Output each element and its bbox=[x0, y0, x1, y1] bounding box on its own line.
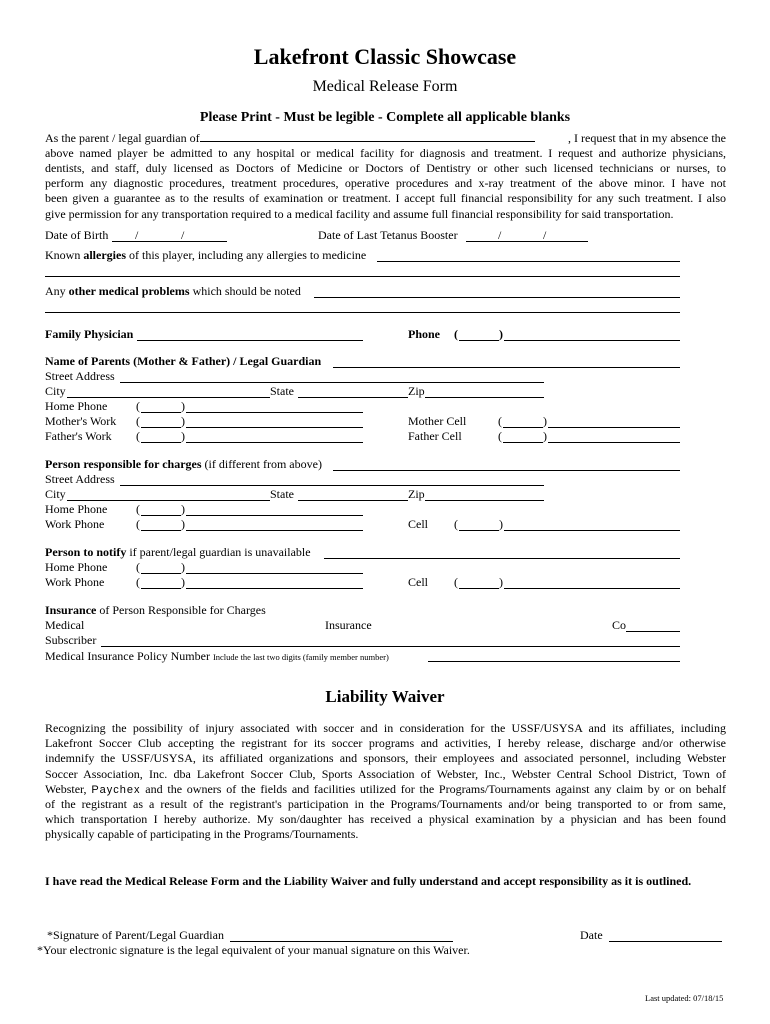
parents-state-field[interactable] bbox=[298, 397, 408, 398]
paren-close: ) bbox=[181, 429, 185, 443]
charges-state-field[interactable] bbox=[298, 500, 408, 501]
insurance-label: Insurance bbox=[325, 618, 372, 632]
physician-phone-open: ( bbox=[454, 327, 458, 341]
paren-close: ) bbox=[181, 414, 185, 428]
parents-home-area-field[interactable] bbox=[141, 412, 181, 413]
paren-close: ) bbox=[181, 502, 185, 516]
insurance-heading: Insurance of Person Responsible for Charges bbox=[45, 603, 266, 617]
paren-close: ) bbox=[499, 575, 503, 589]
allergies-label: Known allergies of this player, including any allergies to medicine bbox=[45, 248, 367, 262]
notify-work-area-field[interactable] bbox=[141, 588, 181, 589]
player-name-field[interactable] bbox=[200, 141, 535, 142]
waiver-line-7: which transportation I hereby authorize. My son/daughter has received a physical examination by a physician and has been found bbox=[45, 812, 726, 826]
notify-home-area-field[interactable] bbox=[141, 573, 181, 574]
charges-city-label: City bbox=[45, 487, 66, 501]
other-problems-field-2[interactable] bbox=[45, 312, 680, 313]
parents-zip-field[interactable] bbox=[425, 397, 544, 398]
waiver-line-2: Lakefront Soccer Club accepting the registrant for its soccer programs and activities, I hereby release, discharge and/or otherwise bbox=[45, 736, 726, 750]
notify-cell-area-field[interactable] bbox=[459, 588, 499, 589]
charges-street-field[interactable] bbox=[120, 485, 544, 486]
consent-intro: As the parent / legal guardian of bbox=[45, 131, 200, 145]
charges-state-label: State bbox=[270, 487, 294, 501]
mother-cell-label: Mother Cell bbox=[408, 414, 467, 428]
fathers-work-area-field[interactable] bbox=[141, 442, 181, 443]
mother-cell-field[interactable] bbox=[548, 427, 680, 428]
paren-close: ) bbox=[181, 560, 185, 574]
physician-phone-area-field[interactable] bbox=[459, 340, 499, 341]
insurance-medical-label: Medical bbox=[45, 618, 85, 632]
physician-phone-field[interactable] bbox=[504, 340, 680, 341]
waiver-line-5: Webster, Paychex and the owners of the fields and facilities utilized for the Programs/Tournaments against any claim by or on behalf bbox=[45, 782, 726, 796]
policy-number-label: Medical Insurance Policy Number Include the last two digits (family member number) bbox=[45, 649, 389, 663]
paren-open: ( bbox=[136, 502, 140, 516]
charges-name-field[interactable] bbox=[333, 470, 680, 471]
father-cell-area-field[interactable] bbox=[503, 442, 543, 443]
consent-line-4: perform any diagnostic procedures, treatment procedures, operative procedures and x-ray treatment of the above minor. I have not bbox=[45, 176, 726, 190]
allergies-field-1[interactable] bbox=[377, 261, 680, 262]
consent-line-5: been given a guarantee as to the results of examination or treatment. I accept full financial responsibility for any such treatment. I also bbox=[45, 191, 726, 205]
other-problems-field-1[interactable] bbox=[314, 297, 680, 298]
physician-phone-label: Phone bbox=[408, 327, 441, 341]
charges-work-phone-field[interactable] bbox=[186, 530, 363, 531]
father-cell-label: Father Cell bbox=[408, 429, 462, 443]
signature-date-field[interactable] bbox=[609, 941, 722, 942]
consent-line-3: dentists, and staff, duly licensed as Doctors of Medicine or Doctors of Dentistry or other such licensed technicians or nurses, to bbox=[45, 161, 726, 175]
policy-number-field[interactable] bbox=[428, 661, 680, 662]
signature-field[interactable] bbox=[230, 941, 453, 942]
signature-label: *Signature of Parent/Legal Guardian bbox=[47, 928, 224, 942]
signature-date-label: Date bbox=[580, 928, 603, 942]
page-title: Lakefront Classic Showcase bbox=[253, 44, 517, 69]
charges-street-label: Street Address bbox=[45, 472, 115, 486]
paren-close: ) bbox=[181, 399, 185, 413]
policy-number-note: Include the last two digits (family member number) bbox=[212, 652, 389, 662]
dob-slash-1: / bbox=[135, 228, 139, 242]
notify-home-phone-field[interactable] bbox=[186, 573, 363, 574]
parents-home-phone-label: Home Phone bbox=[45, 399, 108, 413]
notify-work-phone-field[interactable] bbox=[186, 588, 363, 589]
waiver-line-1: Recognizing the possibility of injury associated with soccer and in consideration for the USSF/USYSA and its affiliates, including bbox=[45, 721, 726, 735]
family-physician-field[interactable] bbox=[137, 340, 363, 341]
paren-open: ( bbox=[136, 429, 140, 443]
allergies-field-2[interactable] bbox=[45, 276, 680, 277]
parents-zip-label: Zip bbox=[408, 384, 425, 398]
charges-home-phone-field[interactable] bbox=[186, 515, 363, 516]
fathers-work-label: Father's Work bbox=[45, 429, 112, 443]
paren-close: ) bbox=[543, 414, 547, 428]
father-cell-field[interactable] bbox=[548, 442, 680, 443]
mothers-work-area-field[interactable] bbox=[141, 427, 181, 428]
family-physician-label: Family Physician bbox=[45, 327, 134, 341]
acknowledgement-statement: I have read the Medical Release Form and the Liability Waiver and fully understand and accept responsibility as it is outlined. bbox=[45, 874, 692, 888]
waiver-title: Liability Waiver bbox=[325, 687, 445, 706]
parents-street-field[interactable] bbox=[120, 382, 544, 383]
mothers-work-label: Mother's Work bbox=[45, 414, 117, 428]
dob-slash-2: / bbox=[181, 228, 185, 242]
charges-city-field[interactable] bbox=[67, 500, 270, 501]
parents-street-label: Street Address bbox=[45, 369, 115, 383]
electronic-signature-note: *Your electronic signature is the legal equivalent of your manual signature on this Waiver. bbox=[37, 943, 470, 957]
insurance-co-field[interactable] bbox=[626, 631, 680, 632]
notify-home-phone-label: Home Phone bbox=[45, 560, 108, 574]
last-updated: Last updated: 07/18/15 bbox=[645, 993, 724, 1003]
parents-heading: Name of Parents (Mother & Father) / Legal Guardian bbox=[45, 354, 322, 368]
paren-open: ( bbox=[136, 575, 140, 589]
dob-field[interactable] bbox=[112, 241, 227, 242]
paren-close: ) bbox=[181, 575, 185, 589]
form-instruction: Please Print - Must be legible - Complete all applicable blanks bbox=[199, 110, 571, 125]
parents-city-field[interactable] bbox=[67, 397, 270, 398]
dob-label: Date of Birth bbox=[45, 228, 109, 242]
charges-home-phone-label: Home Phone bbox=[45, 502, 108, 516]
paren-open: ( bbox=[498, 414, 502, 428]
physician-phone-close: ) bbox=[499, 327, 503, 341]
waiver-line-4: Soccer Association, Inc. dba Lakefront Soccer Club, Sports Association of Webster, Inc., Webster Central School District, Town of bbox=[45, 767, 726, 781]
paren-open: ( bbox=[136, 399, 140, 413]
paren-open: ( bbox=[454, 517, 458, 531]
consent-line-1 bbox=[45, 131, 726, 146]
waiver-line-3: indemnify the USSF/USYSA, its affiliated organizations and sponsors, their employees and associated personnel, including Webster bbox=[45, 751, 726, 765]
tetanus-label: Date of Last Tetanus Booster bbox=[318, 228, 458, 242]
fathers-work-field[interactable] bbox=[186, 442, 363, 443]
consent-line-2: above named player be admitted to any hospital or medical facility for diagnosis and treatment. I request and authorize physicians, bbox=[45, 146, 726, 160]
paren-open: ( bbox=[136, 414, 140, 428]
mothers-work-field[interactable] bbox=[186, 427, 363, 428]
insurance-co-label: Co bbox=[612, 618, 627, 632]
mother-cell-area-field[interactable] bbox=[503, 427, 543, 428]
subscriber-label: Subscriber bbox=[45, 633, 97, 647]
charges-heading: Person responsible for charges (if different from above) bbox=[45, 457, 322, 471]
paren-open: ( bbox=[136, 560, 140, 574]
other-problems-label: Any other medical problems which should be noted bbox=[45, 284, 301, 298]
parents-name-field[interactable] bbox=[333, 367, 680, 368]
charges-work-area-field[interactable] bbox=[141, 530, 181, 531]
waiver-line-6: of the registrant as a result of the registrant's participation in the Programs/Tournaments and/or being transported to or from same, bbox=[45, 797, 726, 811]
charges-cell-area-field[interactable] bbox=[459, 530, 499, 531]
subscriber-field[interactable] bbox=[101, 646, 680, 647]
paychex-name: Paychex bbox=[91, 784, 141, 796]
paren-open: ( bbox=[498, 429, 502, 443]
parents-state-label: State bbox=[270, 384, 294, 398]
paren-close: ) bbox=[543, 429, 547, 443]
charges-cell-field[interactable] bbox=[504, 530, 680, 531]
paren-open: ( bbox=[454, 575, 458, 589]
notify-work-phone-label: Work Phone bbox=[45, 575, 105, 589]
consent-line-6: give permission for any transportation required to a medical facility and assume full financial responsibility for said transportation. bbox=[45, 207, 674, 221]
paren-close: ) bbox=[499, 517, 503, 531]
tetanus-slash-2: / bbox=[543, 228, 547, 242]
form-subtitle: Medical Release Form bbox=[312, 78, 458, 95]
charges-zip-label: Zip bbox=[408, 487, 425, 501]
parents-city-label: City bbox=[45, 384, 66, 398]
consent-line1-end: , I request that in my absence the bbox=[568, 131, 726, 145]
notify-cell-field[interactable] bbox=[504, 588, 680, 589]
paren-open: ( bbox=[136, 517, 140, 531]
tetanus-slash-1: / bbox=[498, 228, 502, 242]
charges-zip-field[interactable] bbox=[425, 500, 544, 501]
notify-name-field[interactable] bbox=[324, 558, 680, 559]
charges-cell-label: Cell bbox=[408, 517, 428, 531]
paren-close: ) bbox=[181, 517, 185, 531]
tetanus-field[interactable] bbox=[466, 241, 588, 242]
waiver-line-8: physically capable of participating in the Programs/Tournaments. bbox=[45, 827, 359, 841]
parents-home-phone-field[interactable] bbox=[186, 412, 363, 413]
charges-home-area-field[interactable] bbox=[141, 515, 181, 516]
charges-work-phone-label: Work Phone bbox=[45, 517, 105, 531]
notify-heading: Person to notify if parent/legal guardian is unavailable bbox=[45, 545, 311, 559]
notify-cell-label: Cell bbox=[408, 575, 428, 589]
